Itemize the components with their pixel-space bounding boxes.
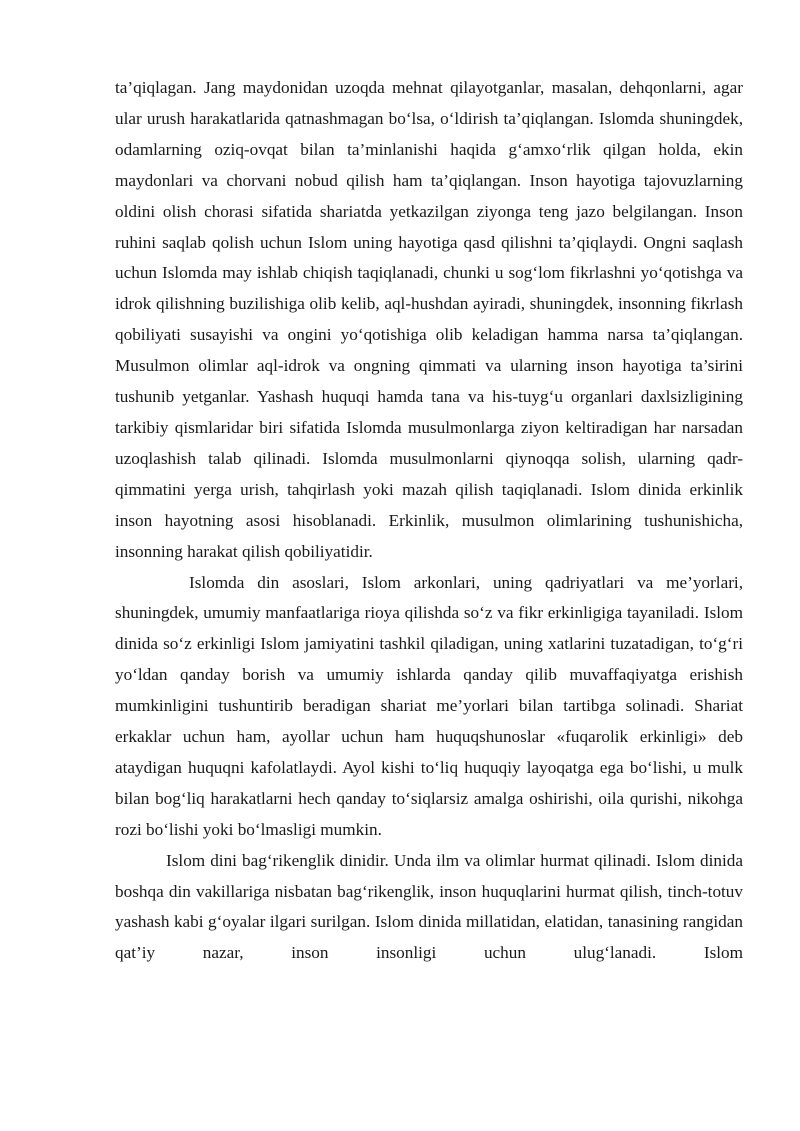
paragraph-2: Islomda din asoslari, Islom arkonlari, uning qadriyatlari va me’yorlari, shuningdek, umumiy manfaatlariga rioya qilishda so‘z va fikr erkinligiga tayaniladi. Islom dinida so‘z erkinligi Islom jamiyatini tashkil qiladigan, uning xatlarini tuzatadigan, to‘g‘ri yo‘ldan qanday borish va umumiy ishlarda qanday qilib muvaffaqiyatga erishish mumkinligini tushuntirib beradigan shariat me’yorlari bilan tartibga solinadi. Shariat erkaklar uchun ham, ayollar uchun ham huquqshunoslar «fuqarolik erkinligi» deb ataydigan huquqni kafolatlaydi. Ayol kishi to‘liq huquqiy layoqatga ega bo‘lishi, u mulk bilan bog‘liq harakatlarni hech qanday to‘siqlarsiz amalga oshirishi, oila qurishi, nikohga rozi bo‘lishi yoki bo‘lmasligi mumkin.: [115, 572, 743, 839]
paragraph-1: ta’qiqlagan. Jang maydonidan uzoqda mehnat qilayotganlar, masalan, dehqonlarni, agar ular urush harakatlarida qatnashmagan bo‘lsa, o‘ldirish ta’qiqlangan. Islomda shuningdek, odamlarning oziq-ovqat bilan ta’minlanishi haqida g‘amxo‘rlik qilgan holda, ekin maydonlari va chorvani nobud qilish ham ta’qiqlangan. Inson hayotiga tajovuzlarning oldini olish chorasi sifatida shariatda yetkazilgan ziyonga teng jazo belgilangan. Inson ruhini saqlab qolish uchun Islom uning hayotiga qasd qilishni ta’qiqlaydi. Ongni saqlash uchun Islomda may ishlab chiqish taqiqlanadi, chunki u sog‘lom fikrlashni yo‘qotishga va idrok qilishning buzilishiga olib kelib, aql-hushdan ayiradi, shuningdek, insonning fikrlash qobiliyati susayishi va ongini yo‘qotishiga olib keladigan hamma narsa ta’qiqlangan. Musulmon olimlar aql-idrok va ongning qimmati va ularning inson hayotiga ta’sirini tushunib yetganlar. Yashash huquqi hamda tana va his-tuyg‘u organlari daxlsizligining tarkibiy qismlaridar biri sifatida Islomda musulmonlarga ziyon keltiradigan har narsadan uzoqlashish talab qilinadi. Islomda musulmonlarni qiynoqqa solish, ularning qadr-qimmatini yerga urish, tahqirlash yoki mazah qilish taqiqlanadi. Islom dinida erkinlik inson hayotning asosi hisoblanadi. Erkinlik, musulmon olimlarining tushunishicha, insonning harakat qilish qobiliyatidir.: [115, 78, 743, 561]
paragraph-3: Islom dini bag‘rikenglik dinidir. Unda ilm va olimlar hurmat qilinadi. Islom dinida boshqa din vakillariga nisbatan bag‘rikenglik, inson huquqlarini hurmat qilish, tinch-totuv yashash kabi g‘oyalar ilgari surilgan. Islom dinida millatidan, elatidan, tanasining rangidan qat’iy nazar, inson insonligi uchun ulug‘lanadi. Islom: [115, 850, 743, 963]
